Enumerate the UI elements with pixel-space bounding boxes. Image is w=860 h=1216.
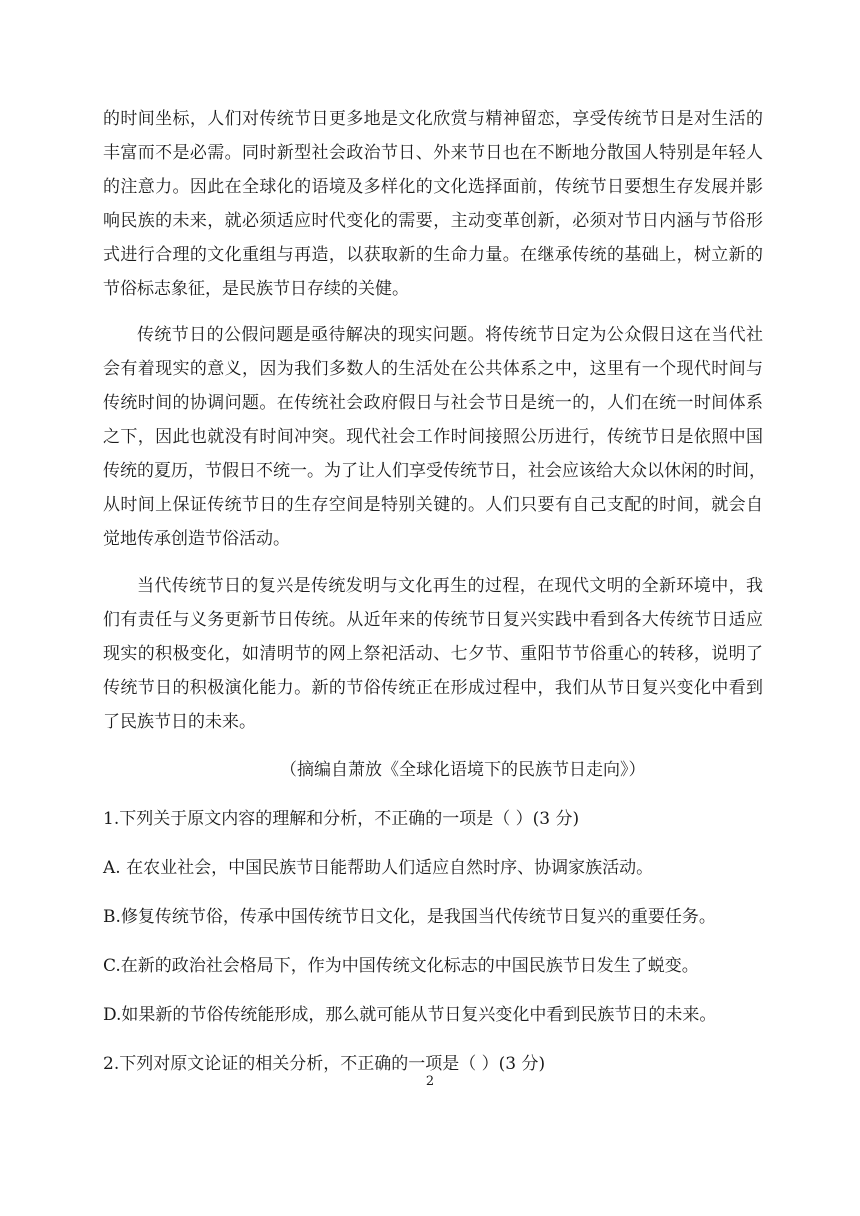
text-line: 响民族的未来，就必须适应时代变化的需要，主动变革创新，必须对节日内涵与节俗形 (103, 211, 763, 231)
text-line: 现实的积极变化，如清明节的网上祭祀活动、七夕节、重阳节节俗重心的转移，说明了 (103, 644, 763, 664)
option-b: B.修复传统节俗，传承中国传统节日文化，是我国当代传统节日复兴的重要任务。 (103, 907, 716, 927)
text-line: 的注意力。因此在全球化的语境及多样化的文化选择面前，传统节日要想生存发展并影 (103, 177, 763, 197)
option-d: D.如果新的节俗传统能形成，那么就可能从节日复兴变化中看到民族节日的未来。 (103, 1005, 717, 1025)
text-line: 当代传统节日的复兴是传统发明与文化再生的过程，在现代文明的全新环境中，我 (137, 576, 763, 596)
text-line: 觉地传承创造节俗活动。 (103, 529, 290, 549)
text-line: 了民族节日的未来。 (103, 712, 256, 732)
text-line: 式进行合理的文化重组与再造，以获取新的生命力量。在继承传统的基础上，树立新的 (103, 245, 763, 265)
text-line: 会有着现实的意义，因为我们多数人的生活处在公共体系之中，这里有一个现代时间与 (103, 359, 763, 379)
text-line: 传统时间的协调问题。在传统社会政府假日与社会节日是统一的，人们在统一时间体系 (103, 393, 763, 413)
text-line: 的时间坐标，人们对传统节日更多地是文化欣赏与精神留恋，享受传统节日是对生活的 (103, 109, 763, 129)
text-line: 传统的夏历，节假日不统一。为了让人们享受传统节日，社会应该给大众以休闲的时间， (103, 461, 766, 481)
text-line: 传统节日的积极演化能力。新的节俗传统正在形成过程中，我们从节日复兴变化中看到 (103, 678, 763, 698)
text-line: 从时间上保证传统节日的生存空间是特别关键的。人们只要有自己支配的时间，就会自 (103, 495, 763, 515)
question-stem: 2.下列对原文论证的相关分析，不正确的一项是（ ）(3 分) (103, 1054, 546, 1074)
page-number: 2 (425, 1074, 435, 1089)
text-line: 之下，因此也就没有时间冲突。现代社会工作时间接照公历进行，传统节日是依照中国 (103, 427, 763, 447)
question-stem: 1.下列关于原文内容的理解和分析，不正确的一项是（ ）(3 分) (103, 809, 580, 829)
source-citation: （摘编自萧放《全球化语境下的民族节日走向》） (280, 760, 646, 780)
text-line: 丰富而不是必需。同时新型社会政治节日、外来节日也在不断地分散国人特别是年轻人 (103, 143, 763, 163)
text-line: 节俗标志象征，是民族节日存续的关健。 (103, 279, 409, 299)
text-line: 传统节日的公假问题是亟待解决的现实问题。将传统节日定为公众假日这在当代社 (137, 325, 763, 345)
text-line: 们有责任与义务更新节日传统。从近年来的传统节日复兴实践中看到各大传统节日适应 (103, 610, 763, 630)
option-a: A. 在农业社会，中国民族节日能帮助人们适应自然时序、协调家族活动。 (103, 858, 654, 878)
option-c: C.在新的政治社会格局下，作为中国传统文化标志的中国民族节日发生了蜕变。 (103, 956, 699, 976)
